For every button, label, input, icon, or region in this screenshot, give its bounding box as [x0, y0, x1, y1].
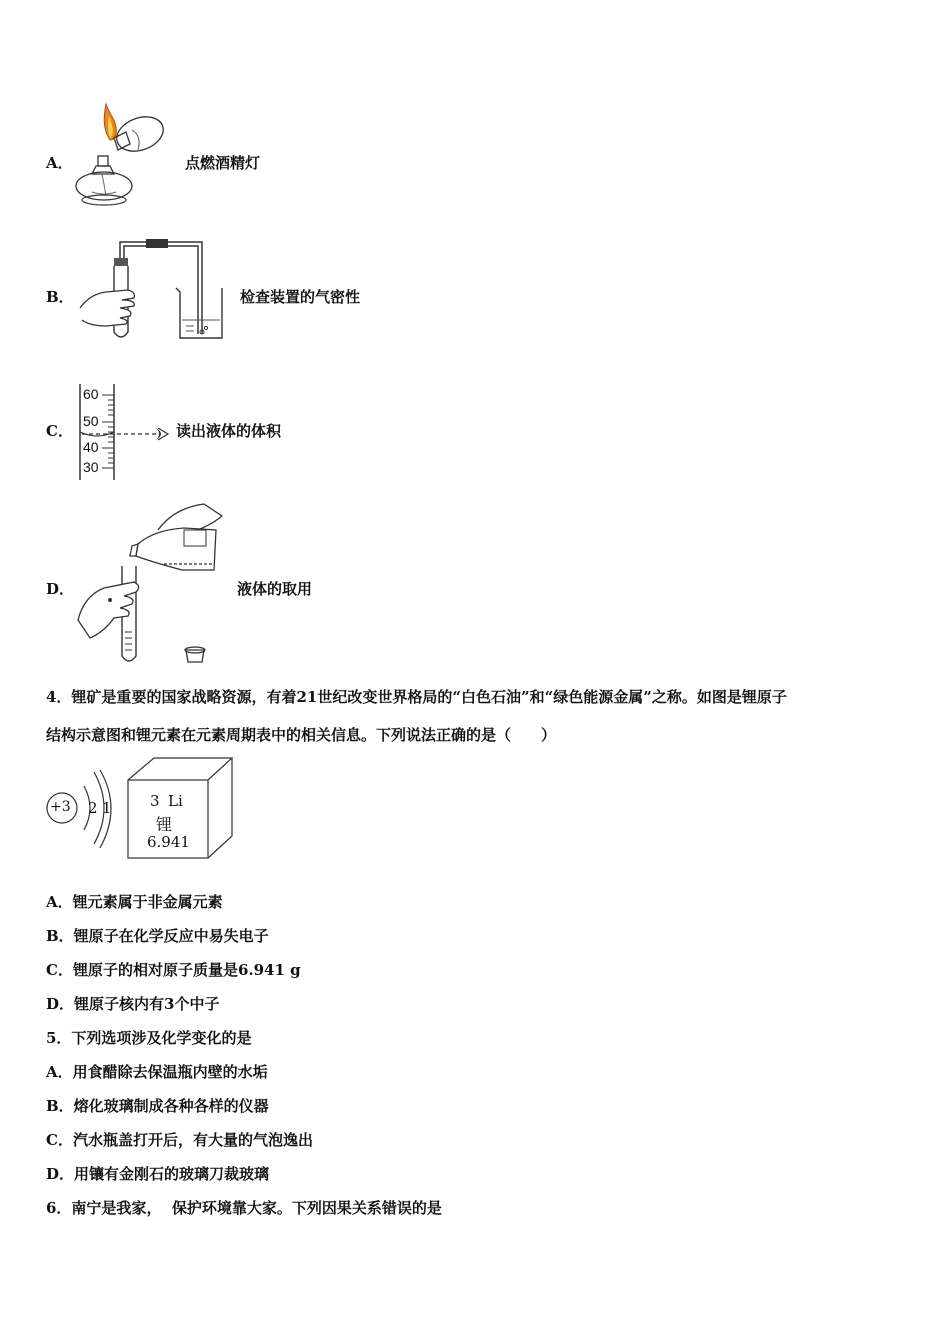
- cylinder-tick-50: 50: [83, 413, 99, 429]
- q5-option-c: C．汽水瓶盖打开后，有大量的气泡逸出: [46, 1131, 313, 1149]
- q5-option-d: D．用镶有金刚石的玻璃刀裁玻璃: [46, 1165, 270, 1183]
- q4-option-d: D．锂原子核内有3个中子: [46, 995, 220, 1013]
- airtightness-apparatus-illustration: [76, 234, 236, 344]
- q4-option-a: A．锂元素属于非金属元素: [46, 893, 223, 911]
- q4-option-b: B．锂原子在化学反应中易失电子: [46, 927, 269, 945]
- element-atomic-number: 3: [150, 792, 160, 810]
- alcohol-lamp-illustration: [74, 100, 174, 210]
- pouring-liquid-illustration: [74, 500, 234, 670]
- element-atomic-mass: 6.941: [147, 833, 190, 851]
- cylinder-tick-30: 30: [83, 459, 99, 475]
- option-a-text: 点燃酒精灯: [185, 154, 261, 172]
- option-d-text: 液体的取用: [237, 580, 313, 598]
- option-c-letter: C．: [46, 422, 73, 440]
- option-d-letter: D．: [46, 580, 75, 598]
- atom-shell1-electrons: 2: [88, 799, 98, 817]
- atom-shell2-electrons: 1: [102, 799, 112, 817]
- cylinder-tick-40: 40: [83, 439, 99, 455]
- element-symbol: Li: [168, 792, 183, 810]
- option-b-letter: B．: [46, 288, 74, 306]
- q4-stem-line1: 4．锂矿是重要的国家战略资源，有着21世纪改变世界格局的“白色石油”和“绿色能源金属”之称。如图是锂原子: [46, 688, 787, 706]
- q6-stem: 6．南宁是我家， 保护环境靠大家。下列因果关系错误的是: [46, 1199, 442, 1217]
- option-b-text: 检查装置的气密性: [240, 288, 361, 306]
- q4-stem-line2: 结构示意图和锂元素在元素周期表中的相关信息。下列说法正确的是（ ）: [46, 726, 557, 744]
- option-c-text: 读出液体的体积: [176, 422, 282, 440]
- q5-option-b: B．熔化玻璃制成各种各样的仪器: [46, 1097, 269, 1115]
- q5-stem: 5．下列选项涉及化学变化的是: [46, 1029, 252, 1047]
- q5-option-a: A．用食醋除去保温瓶内壁的水垢: [46, 1063, 268, 1081]
- atom-nucleus-charge: +3: [50, 799, 71, 815]
- option-a-letter: A．: [46, 154, 73, 172]
- q4-option-c: C．锂原子的相对原子质量是6.941 g: [46, 961, 301, 979]
- element-name: 锂: [156, 815, 173, 834]
- cylinder-tick-60: 60: [83, 386, 99, 402]
